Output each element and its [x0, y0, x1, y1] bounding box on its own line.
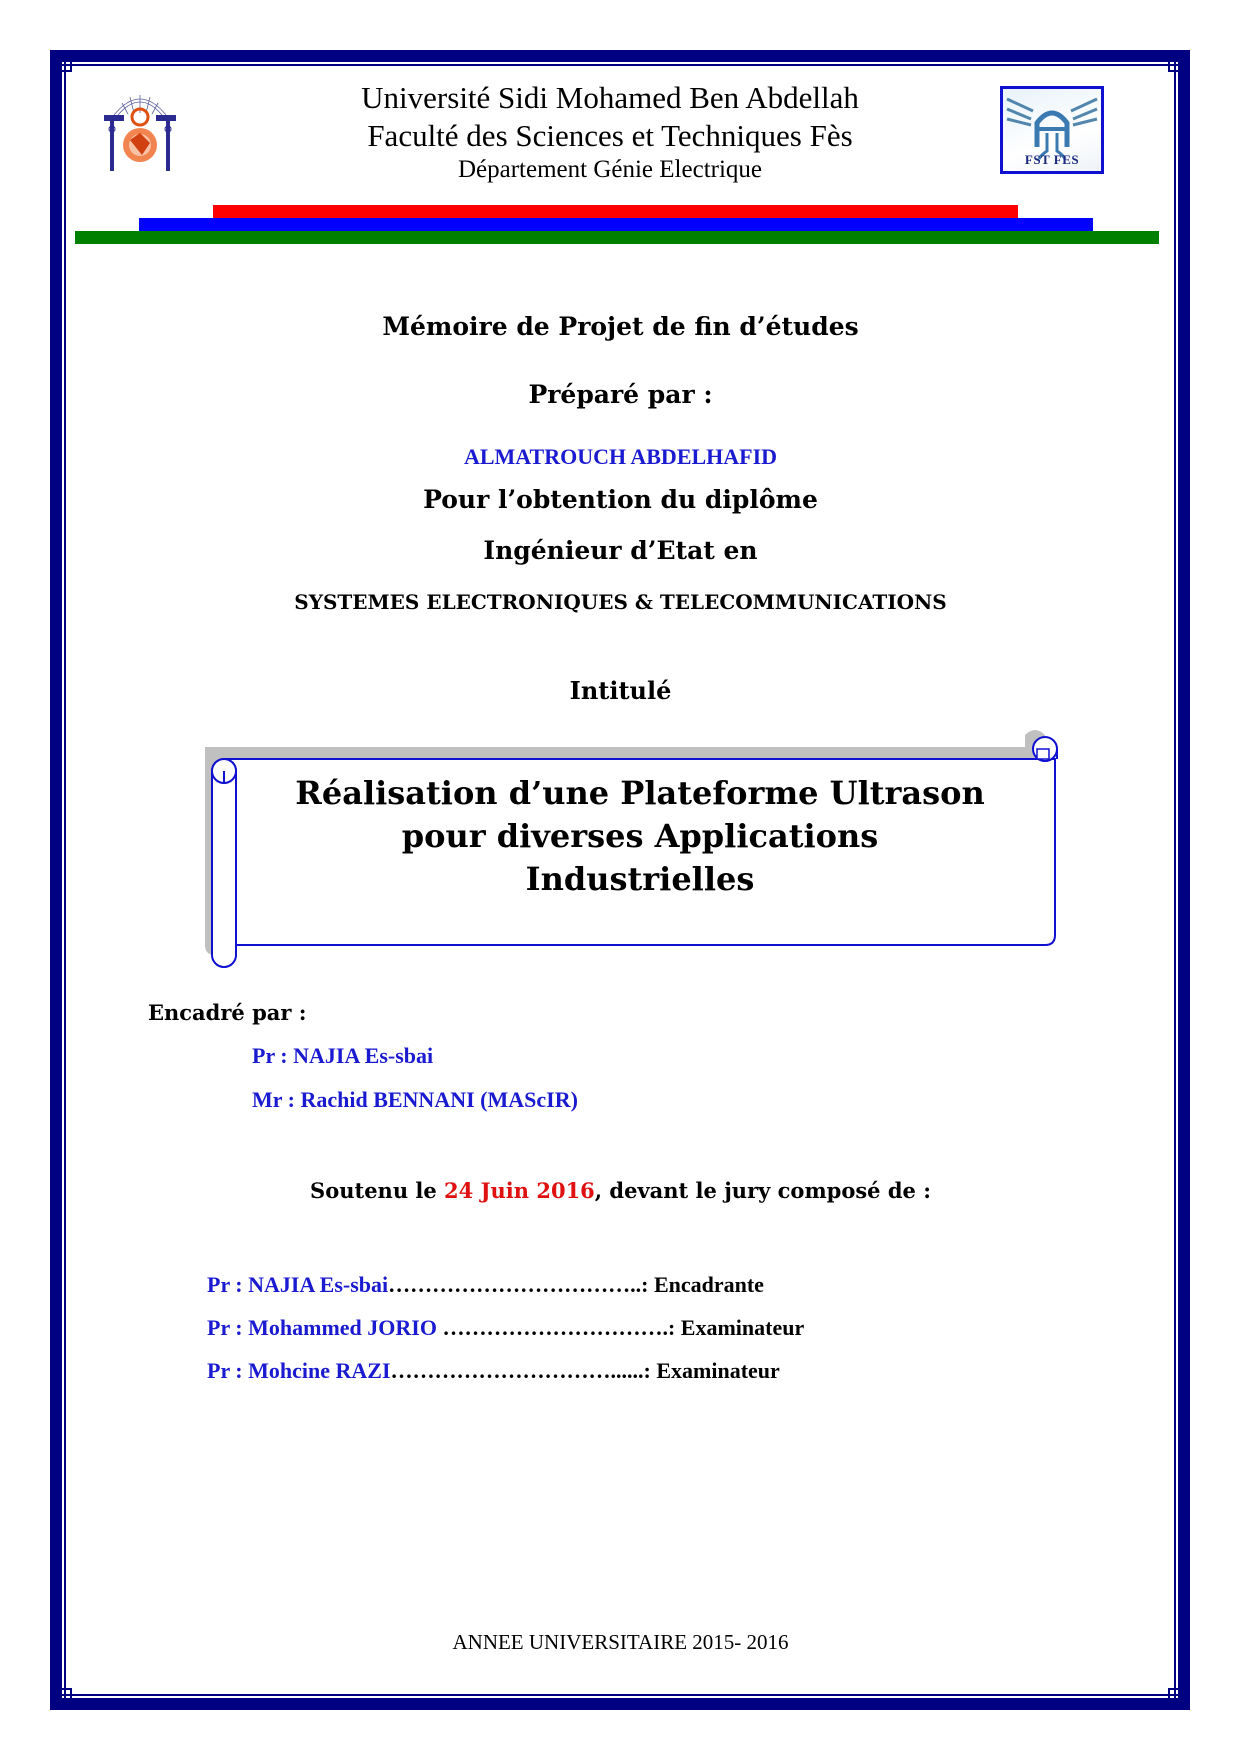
specialty: SYSTEMES ELECTRONIQUES & TELECOMMUNICATIONS [294, 590, 947, 614]
thesis-title [240, 772, 1040, 901]
diploma-purpose: Pour l’obtention du diplôme [423, 485, 818, 514]
defense-prefix: Soutenu le [310, 1178, 445, 1203]
border-corner-ornament [1168, 50, 1190, 72]
defense-statement [0, 1178, 1241, 1203]
jury-role: : Encadrante [641, 1272, 764, 1297]
supervisor: Mr : Rachid BENNANI (MAScIR) [252, 1087, 578, 1112]
border-corner-ornament [50, 50, 72, 72]
jury-name: Pr : Mohcine RAZI [207, 1358, 391, 1383]
fst-fes-logo [1000, 86, 1104, 174]
jury-leader-dots: …………………………. [442, 1315, 668, 1340]
supervised-by-label: Encadré par : [148, 1000, 307, 1025]
supervisor: Pr : NAJIA Es-sbai [252, 1043, 434, 1068]
department-name: Département Génie Electrique [457, 156, 763, 183]
border-corner-ornament [50, 1688, 72, 1710]
jury-name: Pr : Mohammed JORIO [207, 1315, 443, 1340]
header-bar-green [75, 231, 1159, 244]
jury-member [207, 1315, 804, 1341]
header-bar-blue [139, 218, 1093, 231]
fst-logo-text: FST FES [1024, 152, 1080, 167]
university-name: Université Sidi Mohamed Ben Abdellah [361, 80, 859, 115]
border-corner-ornament [1168, 1688, 1190, 1710]
jury-member [207, 1272, 764, 1298]
faculty-name: Faculté des Sciences et Techniques Fès [367, 118, 853, 153]
title-label: Intitulé [569, 676, 672, 705]
jury-member [207, 1358, 780, 1384]
academic-year: ANNEE UNIVERSITAIRE 2015- 2016 [452, 1630, 789, 1654]
jury-role: : Examinateur [667, 1315, 805, 1340]
prepared-by-label: Préparé par : [528, 380, 713, 409]
thesis-title-line: Réalisation d’une Plateforme Ultrason [295, 774, 985, 812]
author-name: ALMATROUCH ABDELHAFID [463, 444, 778, 469]
jury-role: : Examinateur [643, 1358, 780, 1383]
university-logo [100, 85, 180, 175]
header-bar-red [213, 205, 1018, 218]
document-type: Mémoire de Projet de fin d’études [382, 312, 859, 341]
jury-leader-dots: …………………………...... [390, 1358, 644, 1383]
jury-name: Pr : NAJIA Es-sbai [207, 1272, 389, 1297]
jury-leader-dots: …………………………….. [388, 1272, 642, 1297]
degree-title: Ingénieur d’Etat en [483, 536, 758, 565]
defense-suffix: , devant le jury composé de : [594, 1178, 931, 1203]
university-emblem-icon [100, 85, 180, 175]
thesis-title-line: Industrielles [525, 860, 755, 898]
defense-date: 24 Juin 2016 [444, 1178, 595, 1203]
thesis-title-line: pour diverses Applications [401, 817, 879, 855]
